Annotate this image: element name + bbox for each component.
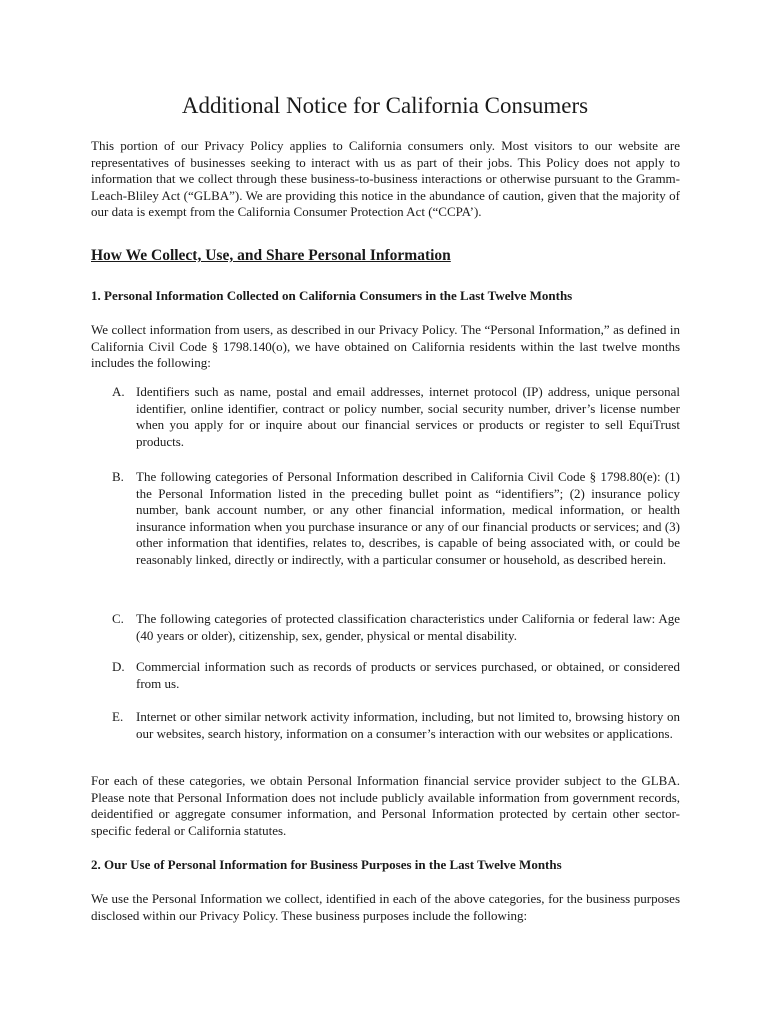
list-item-letter: E. [112,709,124,724]
list-item-b [112,469,680,569]
list-item-a [112,384,680,450]
list-item-e [112,709,680,742]
subsection-1-intro: We collect information from users, as described in our Privacy Policy. The “Personal Information,” as defined in California Civil Code § 1798.140(o), we have obtained on California residents within the last twelve months includes the following: [91,322,680,371]
list-item-text: Identifiers such as name, postal and email addresses, internet protocol (IP) address, unique personal identifier, online identifier, contract or policy number, social security number, driver’s license number when you apply for or inquire about our financial services or products or register to sell EquiTrust products. [136,384,680,449]
list-item-text: The following categories of Personal Information described in California Civil Code § 1798.80(e): (1) the Personal Information listed in the preceding bullet point as “identifiers”; (2) insurance policy number, bank account number, or any other financial information, medical information, or health insurance information when you purchase insurance or any of our financial products or services; and (3) other information that identifies, relates to, describes, is capable of being associated with, or could be reasonably linked, directly or indirectly, with a particular consumer or household, as described herein. [136,469,680,567]
list-item-text: Commercial information such as records of products or services purchased, or obtained, or considered from us. [136,659,680,691]
subsection-1-closing: For each of these categories, we obtain Personal Information financial service provider subject to the GLBA. Please note that Personal Information does not include publicly available information from government records, deidentified or aggregate consumer information, and Personal Information protected by certain other sector-specific federal or California statutes. [91,773,680,838]
intro-paragraph: This portion of our Privacy Policy applies to California consumers only. Most visitors to our website are representatives of businesses seeking to interact with us as part of their jobs. This Policy does not apply to information that we collect through these business-to-business interactions or otherwise pursuant to the Gramm-Leach-Bliley Act (“GLBA”). We are providing this notice in the abundance of caution, given that the majority of our data is exempt from the California Consumer Protection Act (“CCPA’). [91,138,680,220]
list-item-letter: B. [112,469,124,484]
list-item-text: Internet or other similar network activity information, including, but not limited to, browsing history on our websites, search history, information on a consumer’s interaction with our websites or applications. [136,709,680,741]
list-item-text: The following categories of protected classification characteristics under California or federal law: Age (40 years or older), citizenship, sex, gender, physical or mental disability. [136,611,680,643]
section-heading: How We Collect, Use, and Share Personal Information [91,247,451,264]
subsection-2-intro: We use the Personal Information we collect, identified in each of the above categories, for the business purposes disclosed within our Privacy Policy. These business purposes include the following: [91,891,680,923]
subsection-1-heading: 1. Personal Information Collected on California Consumers in the Last Twelve Months [91,288,573,303]
list-item-letter: D. [112,659,125,674]
list-item-c [112,611,680,644]
list-item-d [112,659,680,692]
list-item-letter: A. [112,384,125,399]
list-item-letter: C. [112,611,124,626]
subsection-2-heading: 2. Our Use of Personal Information for Business Purposes in the Last Twelve Months [91,857,562,872]
document-title: Additional Notice for California Consumers [181,93,589,118]
